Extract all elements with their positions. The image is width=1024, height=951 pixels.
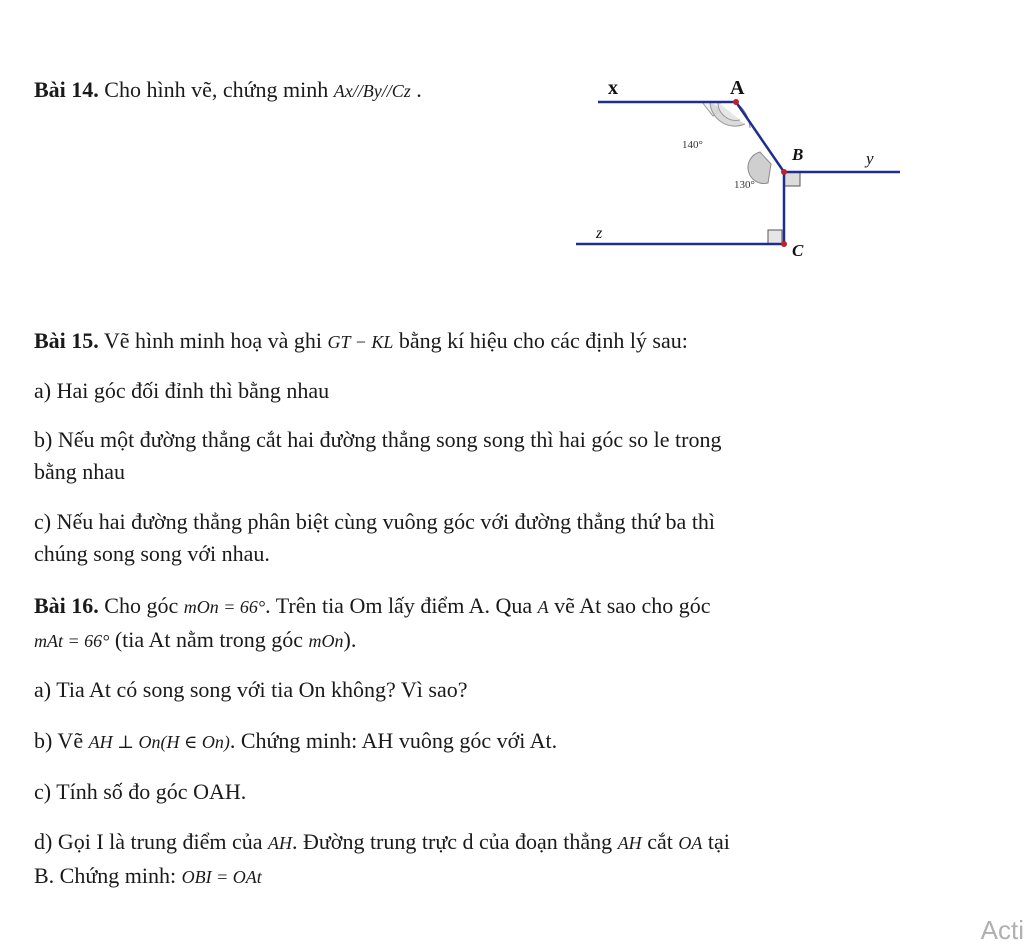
b16-d-m2: AH — [617, 833, 642, 853]
b16-b-math: AH ⊥ On(H ∈ On) — [88, 732, 230, 752]
point-A — [733, 99, 739, 105]
b15-b-line1: b) Nếu một đường thẳng cắt hai đường thẳng song song thì hai góc so le trong — [34, 427, 722, 452]
b16-t5: ). — [343, 627, 357, 652]
b15-b-line2: bằng nhau — [34, 459, 126, 484]
b16-a: a) Tia At có song song với tia On không? Vì sao? — [34, 677, 468, 702]
b16-line2 — [34, 626, 356, 655]
right-angle-B — [784, 172, 800, 186]
label-A: A — [730, 77, 745, 99]
b14-line — [34, 76, 422, 105]
b16-d-t4: tại — [702, 829, 730, 854]
b16-t1: Cho góc — [98, 593, 184, 618]
b16-line1 — [34, 592, 711, 621]
b16-d-line1 — [34, 828, 730, 857]
b16-d-t2: . Đường trung trực d của đoạn thẳng — [292, 829, 618, 854]
b15-math: GT − KL — [327, 332, 394, 352]
point-B — [781, 169, 787, 175]
b15-a: a) Hai góc đối đỉnh thì bằng nhau — [34, 378, 330, 403]
b15-text1: Vẽ hình minh hoạ và ghi — [98, 328, 328, 353]
b14-math: Ax//By//Cz — [333, 81, 411, 101]
b15-c-line1: c) Nếu hai đường thẳng phân biệt cùng vuông góc với đường thẳng thứ ba thì — [34, 509, 716, 534]
b15-title: Bài 15. — [34, 328, 99, 353]
b16-d-t1: d) Gọi I là trung điểm của — [34, 829, 268, 854]
b16-t4: (tia At nằm trong góc — [109, 627, 309, 652]
label-B: B — [792, 145, 804, 164]
b15-c-line2: chúng song song với nhau. — [34, 541, 270, 566]
b16-d-line2 — [34, 862, 262, 891]
b16-t3: vẽ At sao cho góc — [548, 593, 711, 618]
b16-d2-t1: B. Chứng minh: — [34, 863, 182, 888]
b16-d2-m1: OBI = OAt — [181, 867, 262, 887]
angle-A-label: 140° — [682, 139, 703, 151]
b16-title: Bài 16. — [34, 593, 99, 618]
b14-title: Bài 14. — [34, 77, 99, 102]
b14-text: Cho hình vẽ, chứng minh — [98, 77, 334, 102]
angle-B-label: 130° — [734, 179, 755, 191]
b14-end: . — [410, 77, 422, 102]
right-angle-C — [768, 230, 782, 244]
label-C: C — [792, 241, 804, 260]
b16-c: c) Tính số đo góc OAH. — [34, 779, 247, 804]
b16-m3: mAt = 66° — [34, 631, 110, 651]
b16-m1: mOn = 66° — [183, 597, 266, 617]
label-z: z — [596, 225, 603, 242]
activation-watermark: Acti — [980, 915, 1024, 945]
b16-m2: A — [537, 597, 549, 617]
b16-t2: . Trên tia Om lấy điểm A. Qua — [265, 593, 538, 618]
b16-b-pre: b) Vẽ — [34, 728, 89, 753]
label-x: x — [608, 77, 618, 99]
label-y: y — [866, 149, 874, 168]
b16-b-post: . Chứng minh: AH vuông góc với At. — [229, 728, 558, 753]
parallel-lines-figure — [560, 60, 910, 270]
point-C — [781, 241, 787, 247]
b16-d-m1: AH — [268, 833, 292, 853]
b16-d-t3: cắt — [641, 829, 679, 854]
b15-line — [34, 327, 688, 356]
b16-b-line — [34, 727, 557, 756]
b15-text2: bằng kí hiệu cho các định lý sau: — [393, 328, 688, 353]
b16-d-m3: OA — [678, 833, 703, 853]
b16-m4: mOn — [308, 631, 344, 651]
